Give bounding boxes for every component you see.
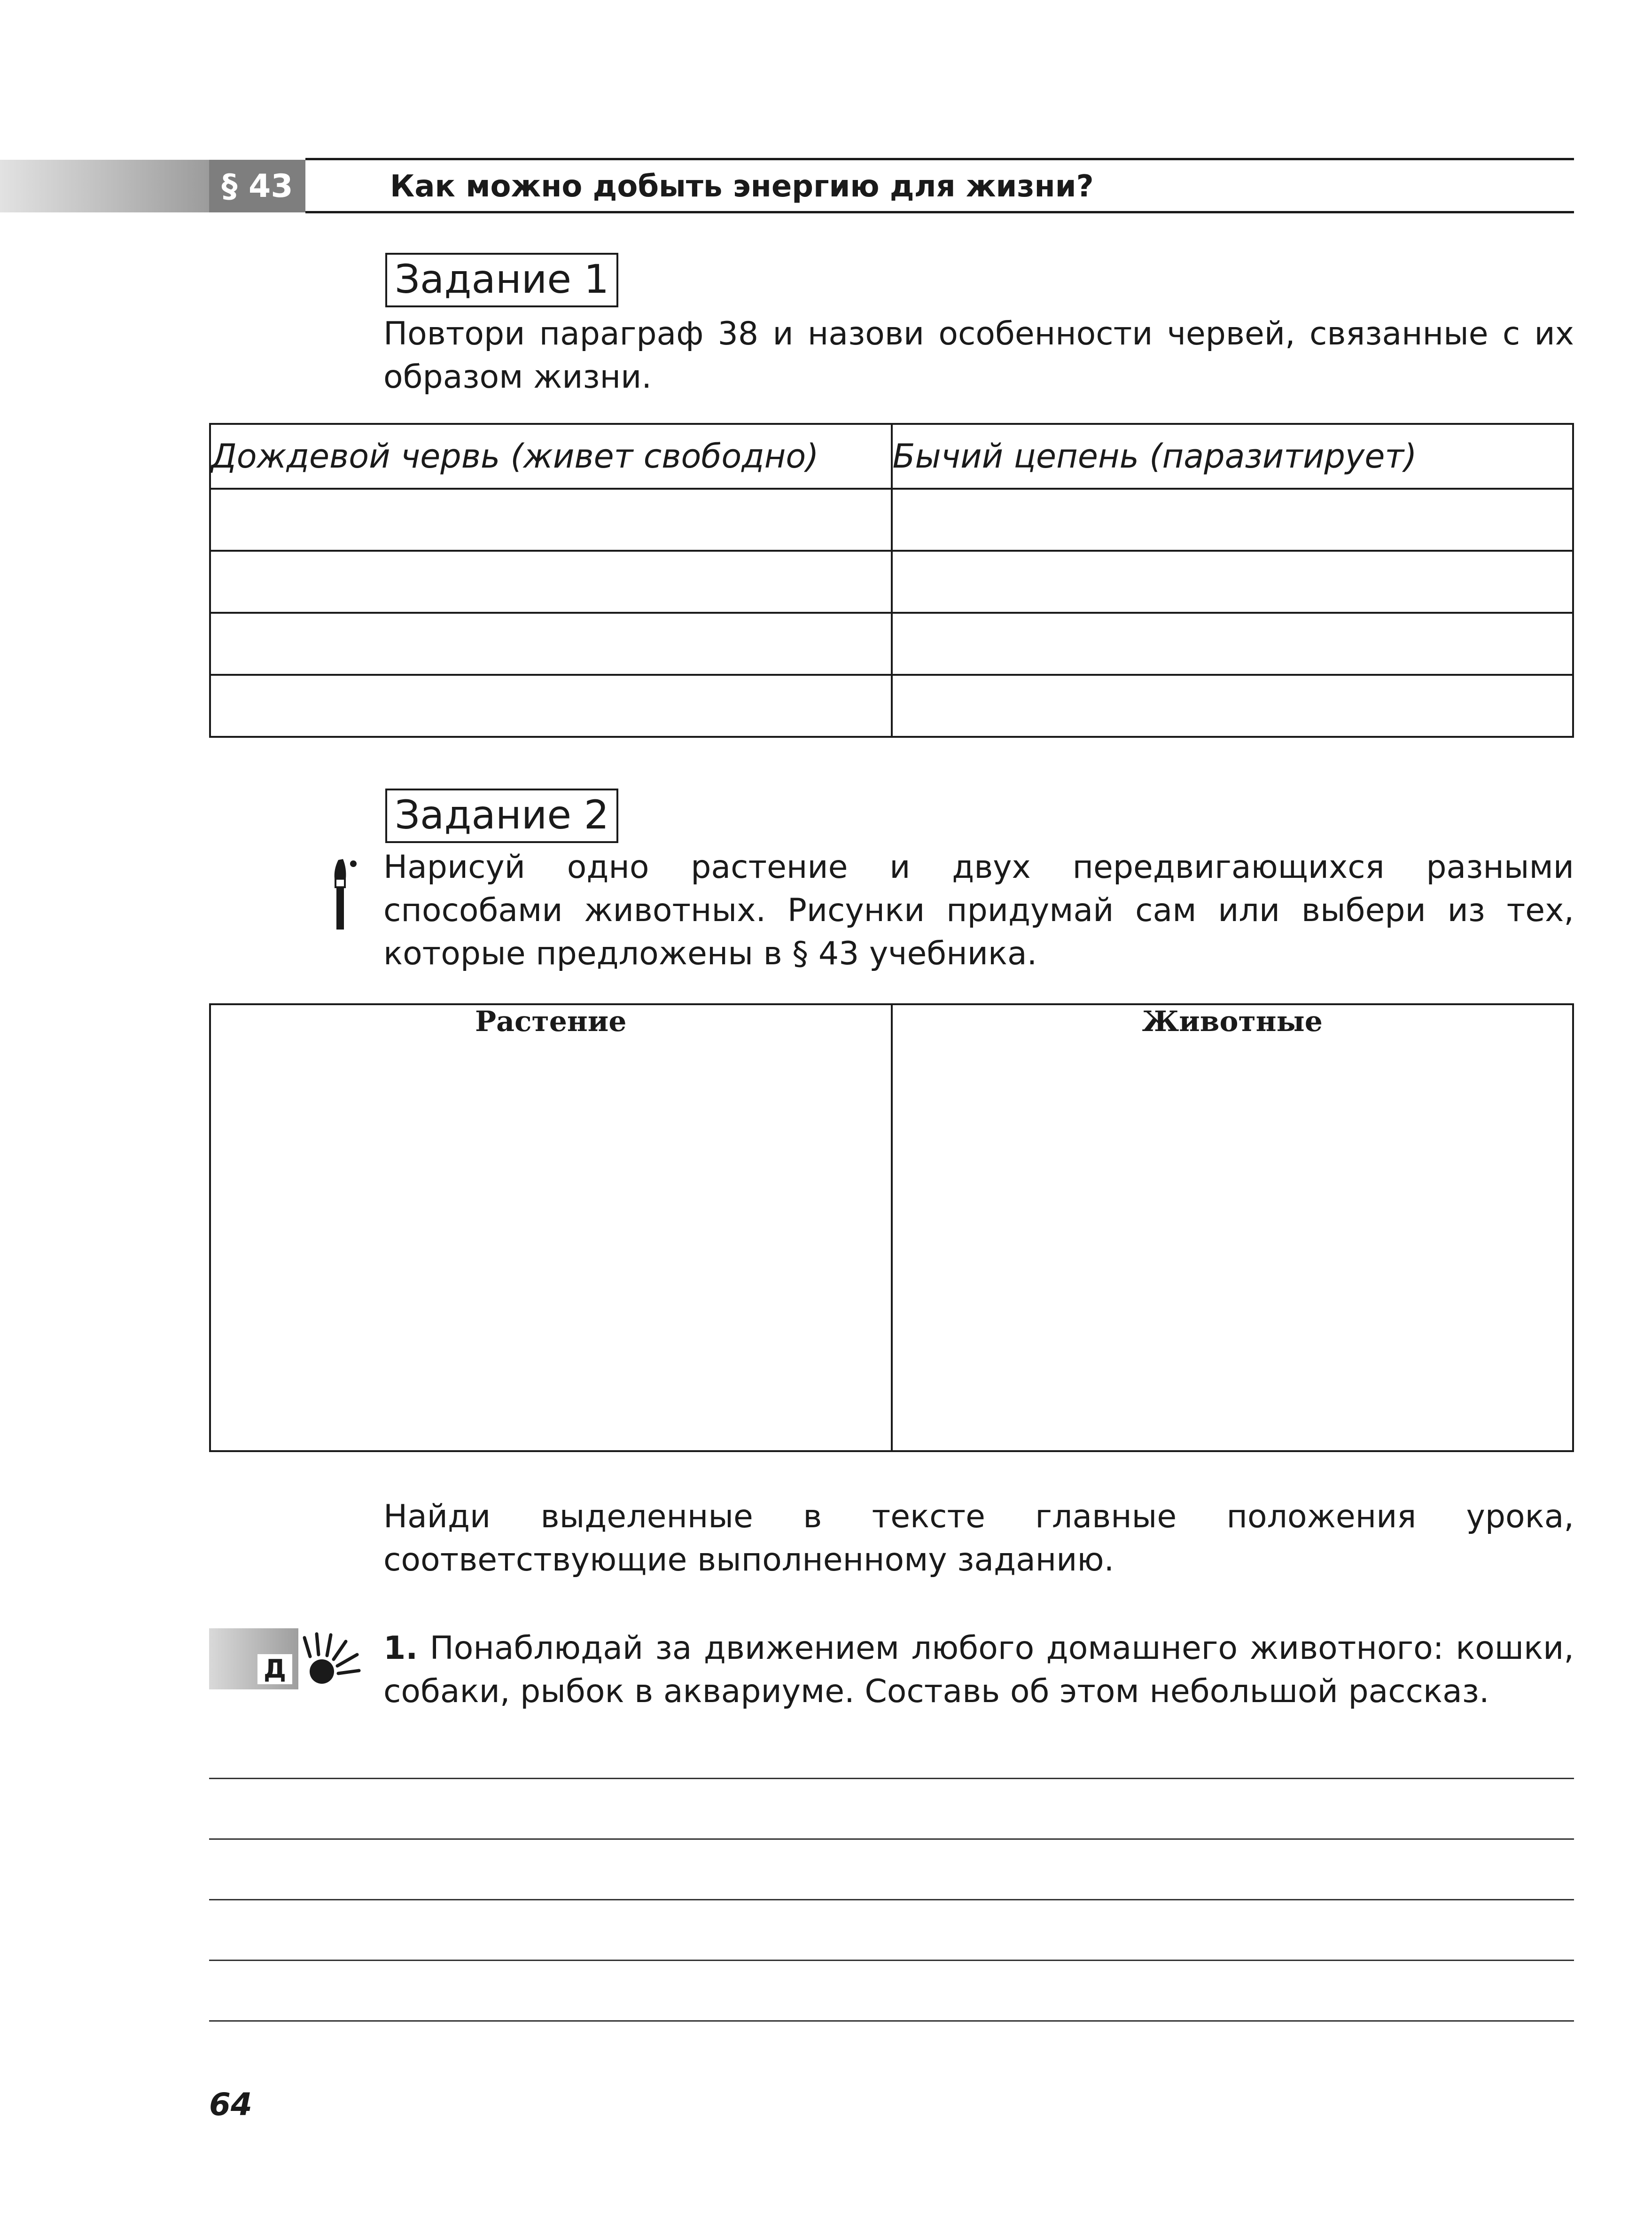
answer-cell[interactable] xyxy=(892,675,1574,737)
lesson-title: Как можно добыть энергию для жизни? xyxy=(390,169,1094,204)
eye-icon xyxy=(301,1628,362,1689)
answer-line[interactable] xyxy=(209,2020,1574,2022)
answer-line[interactable] xyxy=(209,1899,1574,1900)
answer-cell[interactable] xyxy=(210,551,892,613)
section-badge: § 43 xyxy=(209,160,305,212)
table-header-plant: Растение xyxy=(475,1005,627,1038)
answer-cell[interactable] xyxy=(210,489,892,551)
task-1-label: Задание 1 xyxy=(385,253,618,307)
answer-line[interactable] xyxy=(209,1960,1574,1961)
table-row xyxy=(210,551,1573,613)
header-rule-bottom xyxy=(305,211,1574,213)
answer-cell[interactable] xyxy=(210,675,892,737)
header-rule-top xyxy=(305,158,1574,160)
table-header-tapeworm: Бычий цепень (паразитирует) xyxy=(892,424,1574,489)
task-1-table xyxy=(209,423,1574,738)
homework-task-text: Понаблюдай за движением любого домашнего животного: кошки, собаки, рыбок в аквариуме. Составь об этом небольшой рассказ. xyxy=(383,1630,1574,1710)
summary-text: Найди выделенные в тексте главные положения урока, соответствующие выполненному заданию. xyxy=(383,1498,1574,1578)
page-number: 64 xyxy=(209,2086,252,2123)
table-header-animals: Животные xyxy=(1142,1005,1323,1038)
task-1-text: Повтори параграф 38 и назови особенности червей, связанные с их образом жизни. xyxy=(383,315,1574,396)
drawing-area-animals[interactable] xyxy=(892,1004,1574,1451)
task-2-drawing-table xyxy=(209,1003,1574,1452)
table-row xyxy=(210,675,1573,737)
homework-text xyxy=(383,1627,1574,1713)
answer-cell[interactable] xyxy=(892,613,1574,675)
task-2-label: Задание 2 xyxy=(385,789,618,843)
answer-line[interactable] xyxy=(209,1838,1574,1840)
table-row xyxy=(210,489,1573,551)
drawing-area-plant[interactable] xyxy=(210,1004,892,1451)
homework-number: 1. xyxy=(383,1630,418,1667)
table-row xyxy=(210,613,1573,675)
answer-cell[interactable] xyxy=(892,551,1574,613)
homework-badge-letter: Д xyxy=(257,1654,292,1684)
brush-icon xyxy=(324,855,362,930)
answer-cell[interactable] xyxy=(892,489,1574,551)
table-header-earthworm: Дождевой червь (живет свободно) xyxy=(210,424,892,489)
task-2-text: Нарисуй одно растение и двух передвигающихся разными способами животных. Рисунки придумай сам или выбери из тех, которые предложены в § 43 учебника. xyxy=(383,849,1574,972)
answer-line[interactable] xyxy=(209,1778,1574,1779)
answer-cell[interactable] xyxy=(210,613,892,675)
